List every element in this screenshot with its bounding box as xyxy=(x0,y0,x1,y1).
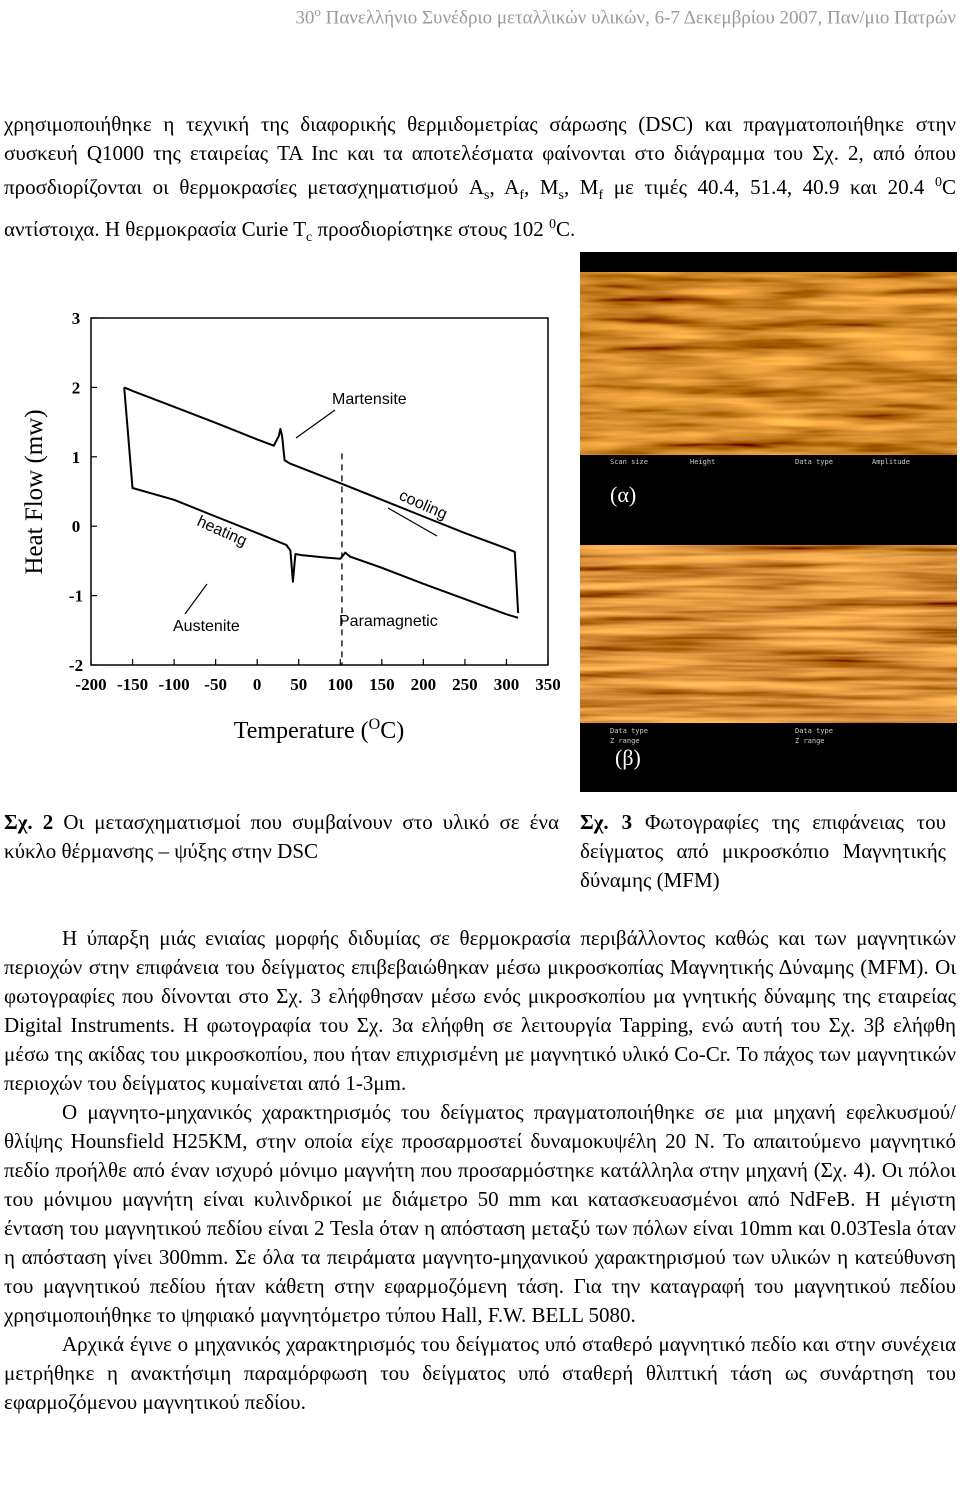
fig3-caption: Σχ. 3 Φωτογραφίες της επιφάνειας του δείγματος από μικροσκόπιο Μαγνητικής δύναμης (MFM) xyxy=(580,810,946,892)
x-tick-label: 250 xyxy=(452,675,478,694)
annotation-heating: heating xyxy=(194,513,250,551)
fig2-caption: Σχ. 2 Οι μετασχηματισμοί που συμβαίνουν στο υλικό σε ένα κύκλο θέρμανσης – ψύξης στην DSC xyxy=(4,810,559,863)
mfm-meta-a4: Amplitude xyxy=(872,458,910,466)
x-tick-label: 350 xyxy=(535,675,561,694)
annotation-martensite: Martensite xyxy=(332,391,407,408)
mfm-image-b xyxy=(580,545,957,792)
y-tick-label: 2 xyxy=(71,378,81,398)
mfm-texture-a xyxy=(580,252,957,545)
arrow-austenite xyxy=(185,584,207,614)
mfm-meta-b1: Data type xyxy=(610,727,648,735)
y-tick-label: 1 xyxy=(71,447,81,467)
dsc-curve-2 xyxy=(124,387,518,617)
x-tick-label: 0 xyxy=(252,675,262,694)
plot-frame xyxy=(91,318,548,665)
mfm-meta-a3: Data type xyxy=(795,458,833,466)
x-tick-label: -200 xyxy=(75,675,107,694)
y-tick-label: -1 xyxy=(68,586,84,606)
body-paragraph-2: Ο μαγνητο-μηχανικός χαρακτηρισμός του δείγματος πραγματοποιήθηκε σε μια μηχανή εφελκυσμού/θλίψης Hounsfield H25KM, στην οποία είχε προσαρμοστεί δυναμοκυψέλη 20 N. Το απαιτούμενο μαγνητικό πεδίο προήλθε από έναν ισχυρό μόνιμο μαγνήτη που προσαρμόστηκε κατάλληλα στην μηχανή (Σχ. 4). Οι πόλοι του μόνιμου μαγνήτη είναι κυλινδρικοί με διάμετρο 50 mm και κατασκευασμένοι από NdFeB. Η μέγιστη ένταση του μαγνητικού πεδίου είναι 2 Tesla όταν η απόσταση μεταξύ των πόλων είναι 10mm και 0.03Tesla όταν η απόσταση γίνει 300mm. Σε όλα τα πειράματα μαγνητο-μηχανικού χαρακτηρισμού των υλικών η κατεύθυνση του μαγνητικού πεδίου ήταν κάθετη στην εφαρμοζόμενη τάση. Για την καταγραφή του μαγνητικού πεδίου χρησιμοποιήθηκε το ψηφιακό μαγνητόμετρο τύπου Hall, F.W. BELL 5080. xyxy=(4,1100,956,1327)
body-paragraph-1: Η ύπαρξη μιάς ενιαίας μορφής διδυμίας σε θερμοκρασία περιβάλλοντος καθώς και των μαγνητικών περιοχών στην επιφάνεια του δείγματος επιβεβαιώθηκαν μέσω μικροσκοπίας Μαγνητικής Δύναμης (MFM). Οι φωτογραφίες που δίνονται στο Σχ. 3 ελήφθησαν μέσω ενός μικροσκοπίου μα γνητικής δύναμης της εταιρείας Digital Instruments. Η φωτογραφία του Σχ. 3α ελήφθη σε λειτουργία Tapping, ενώ αυτή του Σχ. 3β ελήφθη μέσω της ακίδας του μικροσκοπίου, που ήταν επιχρισμένη με μαγνητικό υλικό Co-Cr. Το πάχος των μαγνητικών περιοχών του δείγματος κυμαίνεται από 1-3μm. xyxy=(4,926,956,1095)
dsc-curve-1 xyxy=(124,387,518,613)
y-tick-label: 0 xyxy=(71,517,81,537)
mfm-label-b: (β) xyxy=(615,745,641,770)
mfm-meta-a1: Scan size xyxy=(610,458,648,466)
annotation-cooling: cooling xyxy=(396,487,450,524)
intro-paragraph: χρησιμοποιήθηκε η τεχνική της διαφορικής θερμιδομετρίας σάρωσης (DSC) και πραγματοποιήθηκε στην συσκευή Q1000 της εταιρείας TA Inc και τα αποτελέσματα φαίνονται στο διάγραμμα του Σχ. 2, από όπου προσδιορίζονται οι θερμοκρασίες μετασχηματισμού $A_s$, $A_f$, $M_s$, $M_f$ με τιμές 40.4, 51.4, 40.9 και 20.4 $^0$C αντίστοιχα. Η θερμοκρασία Curie $T_c$ προσδιορίστηκε στους 102 $^0$C. xyxy=(4,112,956,246)
x-tick-label: 50 xyxy=(290,675,308,694)
body-text xyxy=(4,924,956,1417)
arrow-martensite xyxy=(296,410,335,438)
y-tick-label: -2 xyxy=(68,656,84,675)
x-tick-label: -100 xyxy=(158,675,190,694)
mfm-image-a xyxy=(580,252,957,545)
page-header: $30^o$ Πανελλήνιο Συνέδριο μεταλλικών υλικών, 6-7 Δεκεμβρίου 2007, Παν/μιο Πατρών xyxy=(295,4,956,29)
mfm-label-a: (α) xyxy=(610,482,637,507)
y-axis-label: Heat Flow (mw) xyxy=(21,409,48,575)
mfm-meta-b2: Z range xyxy=(610,737,640,745)
mfm-meta-a2: Height xyxy=(690,458,716,466)
y-tick-label: 3 xyxy=(71,309,81,328)
mfm-meta-b3: Data type xyxy=(795,727,833,735)
x-tick-label: -150 xyxy=(116,675,149,694)
x-tick-label: 100 xyxy=(327,675,354,694)
chart-plot-area xyxy=(21,309,561,744)
x-tick-label: -50 xyxy=(204,675,227,694)
annotation-paramagnetic: Paramagnetic xyxy=(339,613,438,630)
body-paragraph-3: Αρχικά έγινε ο μηχανικός χαρακτηρισμός του δείγματος υπό σταθερό μαγνητικό πεδίο και στην συνέχεια μετρήθηκε η ανακτήσιμη παραμόρφωση του δείγματος υπό σταθερή θλιπτική τάση ως συνάρτηση του εφαρμοζόμενου μαγνητικού πεδίου. xyxy=(4,1332,956,1414)
x-axis-label: Temperature ($^O$C) xyxy=(233,716,405,744)
x-tick-label: 300 xyxy=(493,675,520,694)
x-tick-label: 200 xyxy=(410,675,437,694)
annotation-austenite: Austenite xyxy=(173,618,240,635)
dsc-chart xyxy=(0,300,565,760)
mfm-meta-b4: Z range xyxy=(795,737,825,745)
x-tick-label: 150 xyxy=(369,675,395,694)
